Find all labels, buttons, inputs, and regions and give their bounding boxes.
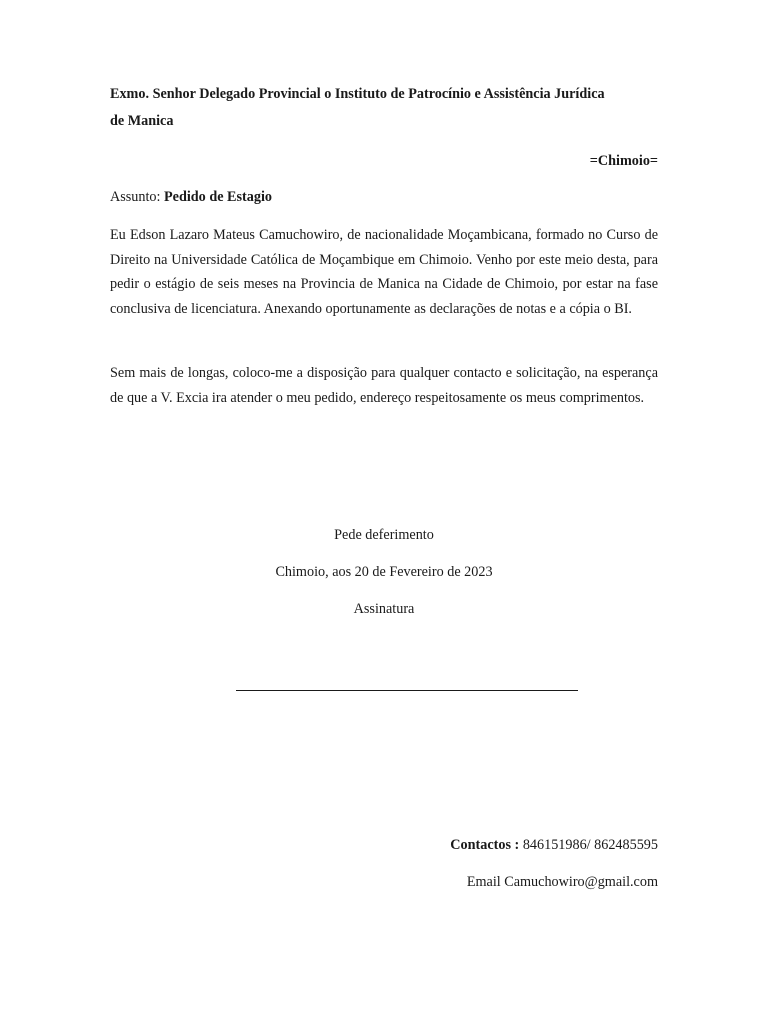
recipient-address xyxy=(110,81,658,135)
recipient-line-1: Exmo. Senhor Delegado Provincial o Instituto de Patrocínio e Assistência Jurídica xyxy=(110,86,605,102)
contacts-phone-numbers: 846151986/ 862485595 xyxy=(519,837,658,853)
signature-label: Assinatura xyxy=(353,601,415,617)
email-line: Email Camuchowiro@gmail.com xyxy=(466,874,658,890)
city-heading: =Chimoio= xyxy=(589,153,658,169)
subject-line xyxy=(110,185,272,209)
body-paragraph-1: Eu Edson Lazaro Mateus Camuchowiro, de nacionalidade Moçambicana, formado no Curso de Direito na Universidade Católica de Moçambique em Chimoio. Venho por este meio desta, para pedir o estágio de seis meses na Provincia de Manica na Cidade de Chimoio, por estar na fase conclusiva de licenciatura. Anexando oportunamente as declarações de notas e a cópia o BI. xyxy=(110,227,658,317)
subject-label: Assunto: xyxy=(110,189,164,205)
body-paragraph-2: Sem mais de longas, coloco-me a disposição para qualquer contacto e solicitação, na esperança de que a V. Excia ira atender o meu pedido, endereço respeitosamente os meus comprimentos. xyxy=(110,365,658,406)
signature-line xyxy=(236,690,578,691)
contacts-line xyxy=(450,833,658,857)
recipient-line-2: de Manica xyxy=(110,113,174,129)
place-date: Chimoio, aos 20 de Fevereiro de 2023 xyxy=(275,564,493,580)
closing-text: Pede deferimento xyxy=(334,527,434,543)
contacts-label: Contactos : xyxy=(450,837,520,853)
subject-value: Pedido de Estagio xyxy=(164,189,272,205)
